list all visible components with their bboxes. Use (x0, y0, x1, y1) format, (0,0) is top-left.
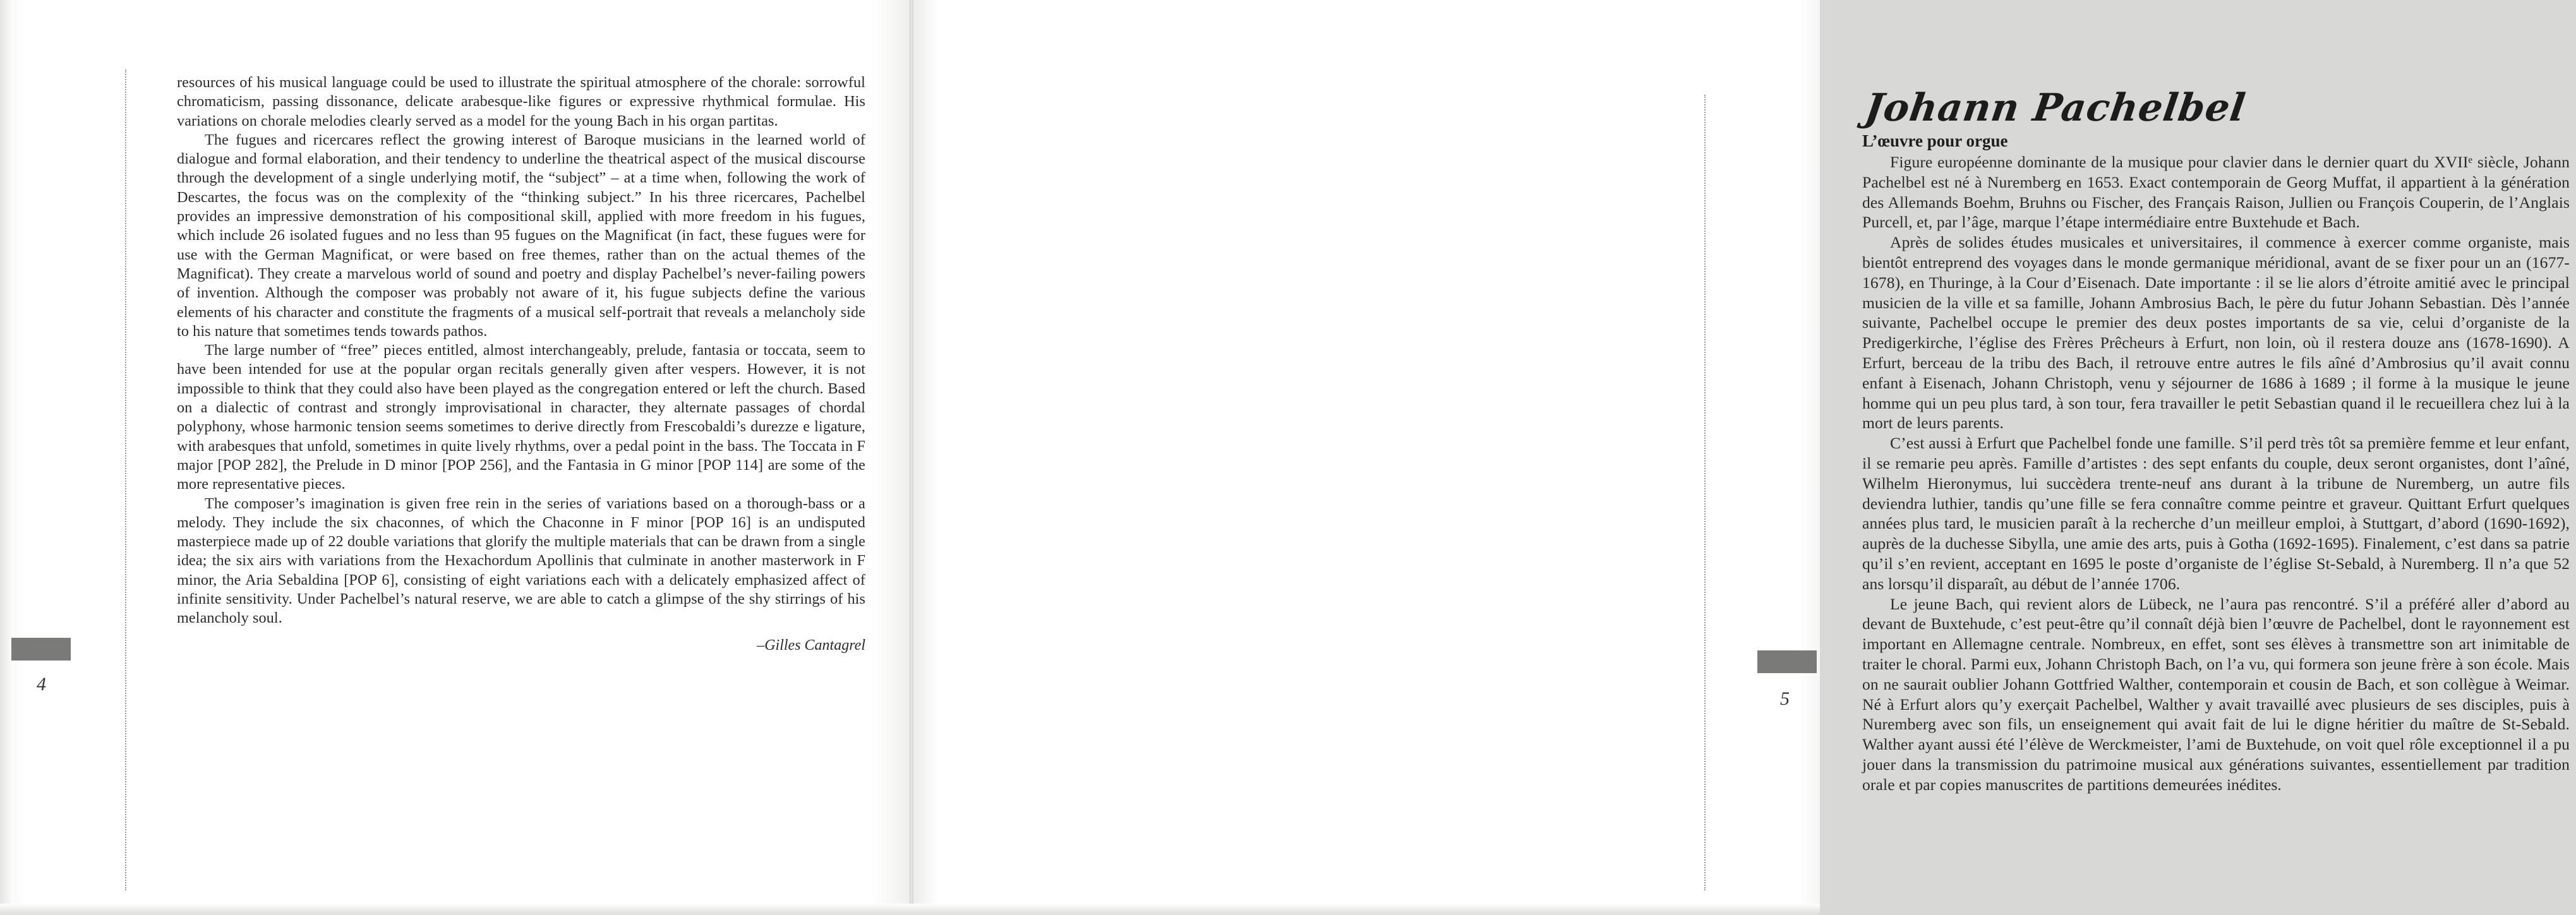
dotted-margin-rule (125, 69, 126, 890)
page-number: 4 (37, 674, 46, 695)
page-edge (0, 0, 14, 915)
section-subtitle: L’œuvre pour orgue (1862, 131, 2008, 150)
page-tab-marker (1757, 650, 1817, 673)
page-bottom-edge (0, 904, 1820, 915)
page-tab-marker (11, 638, 71, 661)
paragraph: C’est aussi à Erfurt que Pachelbel fonde une famille. S’il perd très tôt sa première femme et leur enfant, il se remarie peu après. Famille d’artistes : des sept enfants du couple, deux seront organistes, dont l’aîné, Wilhelm Hieronymus, lui succèdera trente-neuf ans durant à la tribune de Nuremberg, un autre fils deviendra luthier, tandis qu’une fille se fera connaître comme peintre et graveur. Quittant Erfurt quelques années plus tard, le musicien paraît à la recherche d’un meilleur emploi, à Stuttgart, d’abord (1690-1692), auprès de la duchesse Sibylla, une amie des arts, puis à Gotha (1692-1695). Finalement, c’est dans sa patrie qu’il s’en revient, acceptant en 1695 le poste d’organiste de l’église St-Sebald, à Nuremberg. Il n’a que 52 ans lorsqu’il disparaît, au début de l’année 1706. (1862, 434, 2570, 593)
paragraph: Le jeune Bach, qui revient alors de Lübeck, ne l’aura pas rencontré. S’il a préféré aller d’abord au devant de Buxtehude, c’est peut-être qu’il connaît déjà bien l’œuvre de Pachelbel, dont le rayonnement est important en Allemagne centrale. Nombreux, en effet, sont ses élèves à transmettre son art inimitable de traiter le choral. Parmi eux, Johann Christoph Bach, on l’a vu, qui formera son jeune frère à son école. Mais on ne saurait oublier Johann Gottfried Walther, contemporain et cousin de Bach, et son collègue à Weimar. Né à Erfurt alors qu’y exerçait Pachelbel, Walther y avait travaillé avec plusieurs de ses disciples, puis à Nuremberg avec son fils, un enseignement qui avait fait de lui le digne héritier du maître de St-Sebald. Walther ayant aussi été l’élève de Werckmeister, l’ami de Buxtehude, on voit quel rôle exceptionnel il a pu jouer dans la transmission du patrimoine musical aux générations suivantes, essentiellement par tradition orale et par copies manuscrites de partitions demeurées inédites. (1862, 594, 2570, 794)
paragraph: Figure européenne dominante de la musique pour clavier dans le dernier quart du XVIIᵉ siècle, Johann Pachelbel est né à Nuremberg en 1653. Exact contemporain de Georg Muffat, il appartient à la génération des Allemands Boehm, Bruhns ou Fischer, des Français Raison, Jullien ou François Couperin, de l’Anglais Purcell, et, par l’âge, marque l’étape intermédiaire entre Buxtehude et Bach. (1862, 153, 2570, 232)
paragraph: Après de solides études musicales et universitaires, il commence à exercer comme organiste, mais bientôt entreprend des voyages dans le monde germanique méridional, avant de se fixer pour un an (1677-1678), en Thuringe, à la Cour d’Eisenach. Date importante : il se lie alors d’étroite amitié avec le principal musicien de la ville et sa famille, Johann Ambrosius Bach, le père du futur Johann Sebastian. Dès l’année suivante, Pachelbel occupe le premier des deux postes importants de sa vie, celui d’organiste de la Predigerkirche, l’église des Frères Prêcheurs à Erfurt, non loin, où il restera douze ans (1678-1690). A Erfurt, berceau de la tribu des Bach, il retrouve entre autres le fils aîné d’Ambrosius qu’il avait connu enfant à Eisenach, Johann Christoph, venu y séjourner de 1686 à 1689 ; il forme à la musique le jeune homme qui un peu plus tard, à son tour, fera travailler le petit Sebastian quand il le recueillera chez lui à la mort de leurs parents. (1862, 233, 2570, 433)
author-signature: –Gilles Cantagrel (757, 637, 865, 654)
page-number: 5 (1780, 688, 1790, 709)
paragraph: resources of his musical language could be used to illustrate the spiritual atmosphere of the chorale: sorrowful chromaticism, passing dissonance, delicate arabesque-like figures or expressive rhythmical formulae. His variations on chorale melodies clearly served as a model for the young Bach in his organ partitas. (177, 74, 865, 129)
left-text-column (177, 73, 865, 654)
paragraph: The large number of “free” pieces entitled, almost interchangeably, prelude, fantasia or toccata, seem to have been intended for use at the popular organ recitals generally given after vespers. However, it is not impossible to think that they could also have been played as the congregation entered or left the church. Based on a dialectic of contrast and strongly improvisational in character, they alternate passages of chordal polyphony, whose harmonic tension seems sometimes to derive directly from Frescobaldi’s durezze e ligature, with arabesques that unfold, sometimes in quite lively rhythms, over a pedal point in the bass. The Toccata in F major [POP 282], the Prelude in D minor [POP 256], and the Fantasia in G minor [POP 114] are some of the more representative pieces. (177, 342, 865, 493)
right-page (913, 0, 2570, 915)
paragraph: The fugues and ricercares reflect the growing interest of Baroque musicians in the learned world of dialogue and formal elaboration, and their tendency to underline the theatrical aspect of the musical discourse through the development of a single underlying motif, the “subject” – at a time when, following the work of Descartes, the focus was on the complexity of the “thinking subject.” In his three ricercares, Pachelbel provides an impressive demonstration of his compositional skill, applied with more freedom in his fugues, which include 26 isolated fugues and no less than 95 fugues on the Magnificat (in fact, these fugues were for use with the German Magnificat, or were based on free themes, rather than on the actual themes of the Magnificat). They create a marvelous world of sound and poetry and display Pachelbel’s never-failing powers of invention. Although the composer was probably not aware of it, his fugue subjects define the various elements of his character and constitute the fragments of a musical self-portrait that reveals a melancholy side to his nature that sometimes tends towards pathos. (177, 131, 865, 340)
paragraph: The composer’s imagination is given free rein in the series of variations based on a thorough-bass or a melody. They include the six chaconnes, of which the Chaconne in F minor [POP 16] is an undisputed masterpiece made up of 22 double variations that glorify the multiple materials that can be drawn from a single idea; the six airs with variations from the Hexachordum Apollinis that culminate in another masterwork in F minor, the Aria Sebaldina [POP 6], consisting of eight variations each with a delicately emphasized affect of infinite sensitivity. Under Pachelbel’s natural reserve, we are able to catch a glimpse of the shy stirrings of his melancholy soul. (177, 494, 865, 627)
left-page (0, 0, 910, 915)
dotted-margin-rule (1704, 95, 1706, 890)
right-text-column (1862, 86, 2570, 795)
page-title: Johann Pachelbel (1862, 86, 2249, 130)
